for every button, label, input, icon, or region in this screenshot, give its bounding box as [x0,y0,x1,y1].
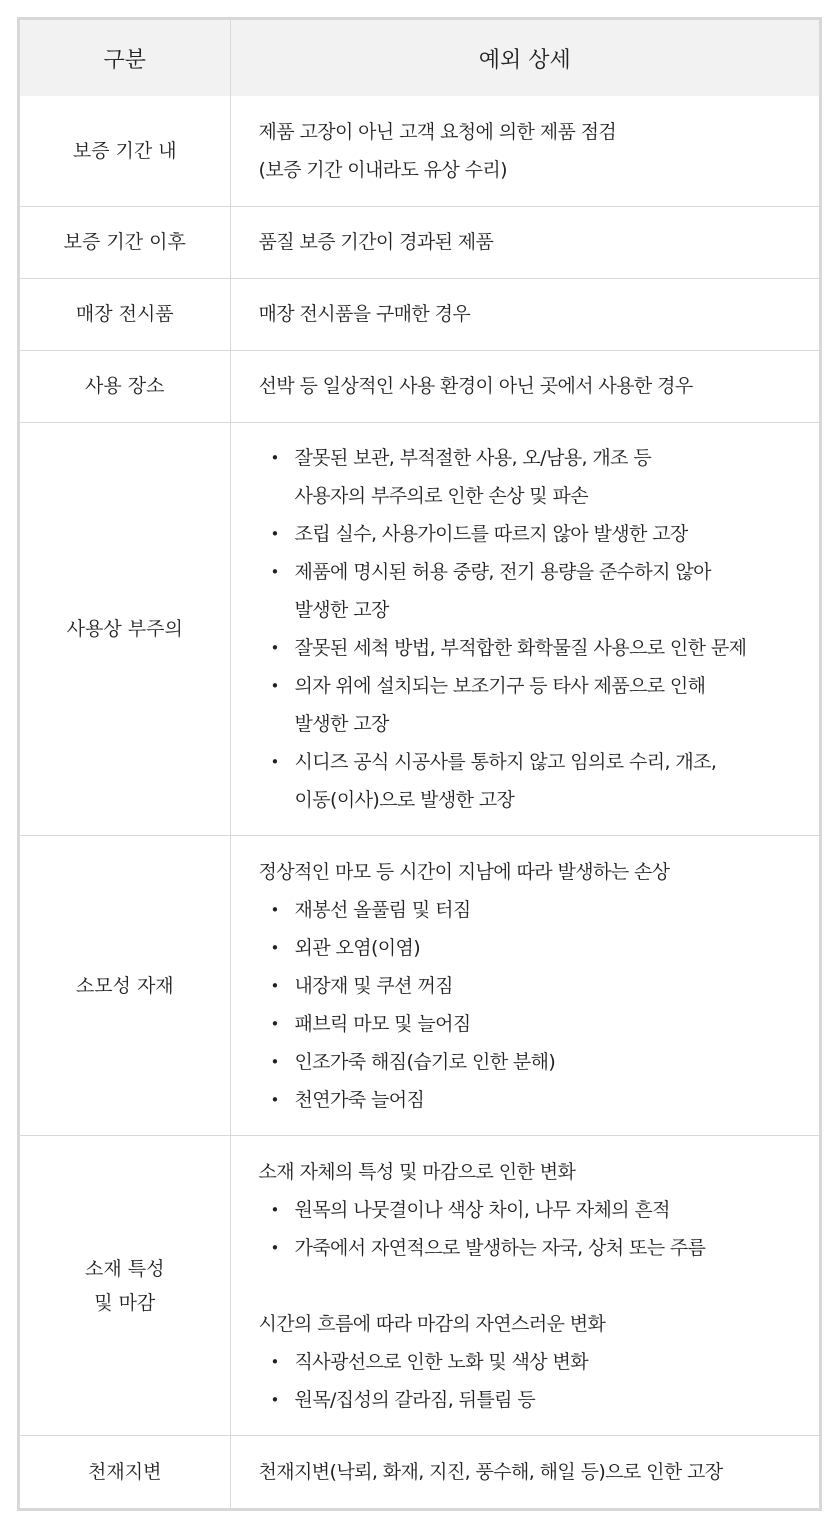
row-detail [230,278,819,350]
row-category: 보증 기간 내 [72,139,177,162]
detail-heading: 정상적인 마모 등 시간이 지남에 따라 발생하는 손상 [258,860,670,883]
row-detail [230,350,819,422]
list-item: • 직사광선으로 인한 노화 및 색상 변화 [259,1343,810,1381]
detail-line: 매장 전시품을 구매한 경우 [258,303,471,326]
list-item: • 제품에 명시된 허용 중량, 전기 용량을 준수하지 않아 발생한 고장 [259,553,810,629]
row-category-label: 소재 특성 및 마감 [85,1257,165,1314]
row-detail [230,422,819,835]
row-category: 매장 전시품 [20,278,230,350]
list-item: • 의자 위에 설치되는 보조기구 등 타사 제품으로 인해 발생한 고장 [259,667,810,743]
row-category: 소모성 자재 [20,835,230,1135]
detail-bullet-list [259,891,810,1119]
list-item: • 천연가죽 늘어짐 [259,1081,810,1119]
table-row [20,835,819,1135]
row-detail [230,1436,819,1508]
warranty-exception-table-container [17,17,822,1511]
header-category: 구분 [20,20,230,96]
table-row [20,350,819,422]
row-category: 사용 장소 [20,350,230,422]
table-row [20,1136,819,1436]
detail-line: 품질 보증 기간이 경과된 제품 [258,231,494,254]
detail-line: 제품 고장이 아닌 고객 요청에 의한 제품 점검 [258,120,617,143]
row-detail [230,206,819,278]
list-item: • 가죽에서 자연적으로 발생하는 자국, 상처 또는 주름 [259,1229,810,1267]
row-category: 보증 기간 이후 [20,206,230,278]
list-item: • 인조가죽 해짐(습기로 인한 분해) [259,1043,810,1081]
group-spacer [259,1267,810,1305]
row-category [20,1136,230,1436]
list-item: • 원목/집성의 갈라짐, 뒤틀림 등 [259,1381,810,1419]
table-header-row [20,20,819,96]
row-category: 사용상 부주의 [20,422,230,835]
detail-heading: 소재 자체의 특성 및 마감으로 인한 변화 [258,1160,576,1183]
list-item: • 잘못된 보관, 부적절한 사용, 오/남용, 개조 등 사용자의 부주의로 인한 손상 및 파손 [259,439,810,515]
list-item: • 내장재 및 쿠션 꺼짐 [259,967,810,1005]
row-detail [230,96,819,206]
list-item: • 시디즈 공식 시공사를 통하지 않고 임의로 수리, 개조, 이동(이사)으로 발생한 고장 [259,743,810,819]
detail-bullet-list [259,439,810,819]
table-row [20,278,819,350]
table-row [20,1436,819,1508]
table-row [20,96,819,206]
list-item: • 조립 실수, 사용가이드를 따르지 않아 발생한 고장 [259,515,810,553]
detail-heading: 시간의 흐름에 따라 마감의 자연스러운 변화 [258,1312,606,1335]
warranty-exception-table [20,20,819,1508]
detail-bullet-list [259,1191,810,1267]
row-category: 천재지변 [20,1436,230,1508]
table-row [20,206,819,278]
row-detail [230,835,819,1135]
table-row [20,422,819,835]
detail-line: (보증 기간 이내라도 유상 수리) [258,158,507,181]
list-item: • 잘못된 세척 방법, 부적합한 화학물질 사용으로 인한 문제 [259,629,810,667]
detail-bullet-list [259,1343,810,1419]
list-item: • 패브릭 마모 및 늘어짐 [259,1005,810,1043]
detail-line: 천재지변(낙뢰, 화재, 지진, 풍수해, 해일 등)으로 인한 고장 [258,1461,723,1484]
detail-line: 선박 등 일상적인 사용 환경이 아닌 곳에서 사용한 경우 [258,375,693,398]
list-item: • 원목의 나뭇결이나 색상 차이, 나무 자체의 흔적 [259,1191,810,1229]
list-item: • 외관 오염(이염) [259,929,810,967]
header-detail: 예외 상세 [230,20,819,96]
list-item: • 재봉선 올풀림 및 터짐 [259,891,810,929]
row-detail [230,1136,819,1436]
